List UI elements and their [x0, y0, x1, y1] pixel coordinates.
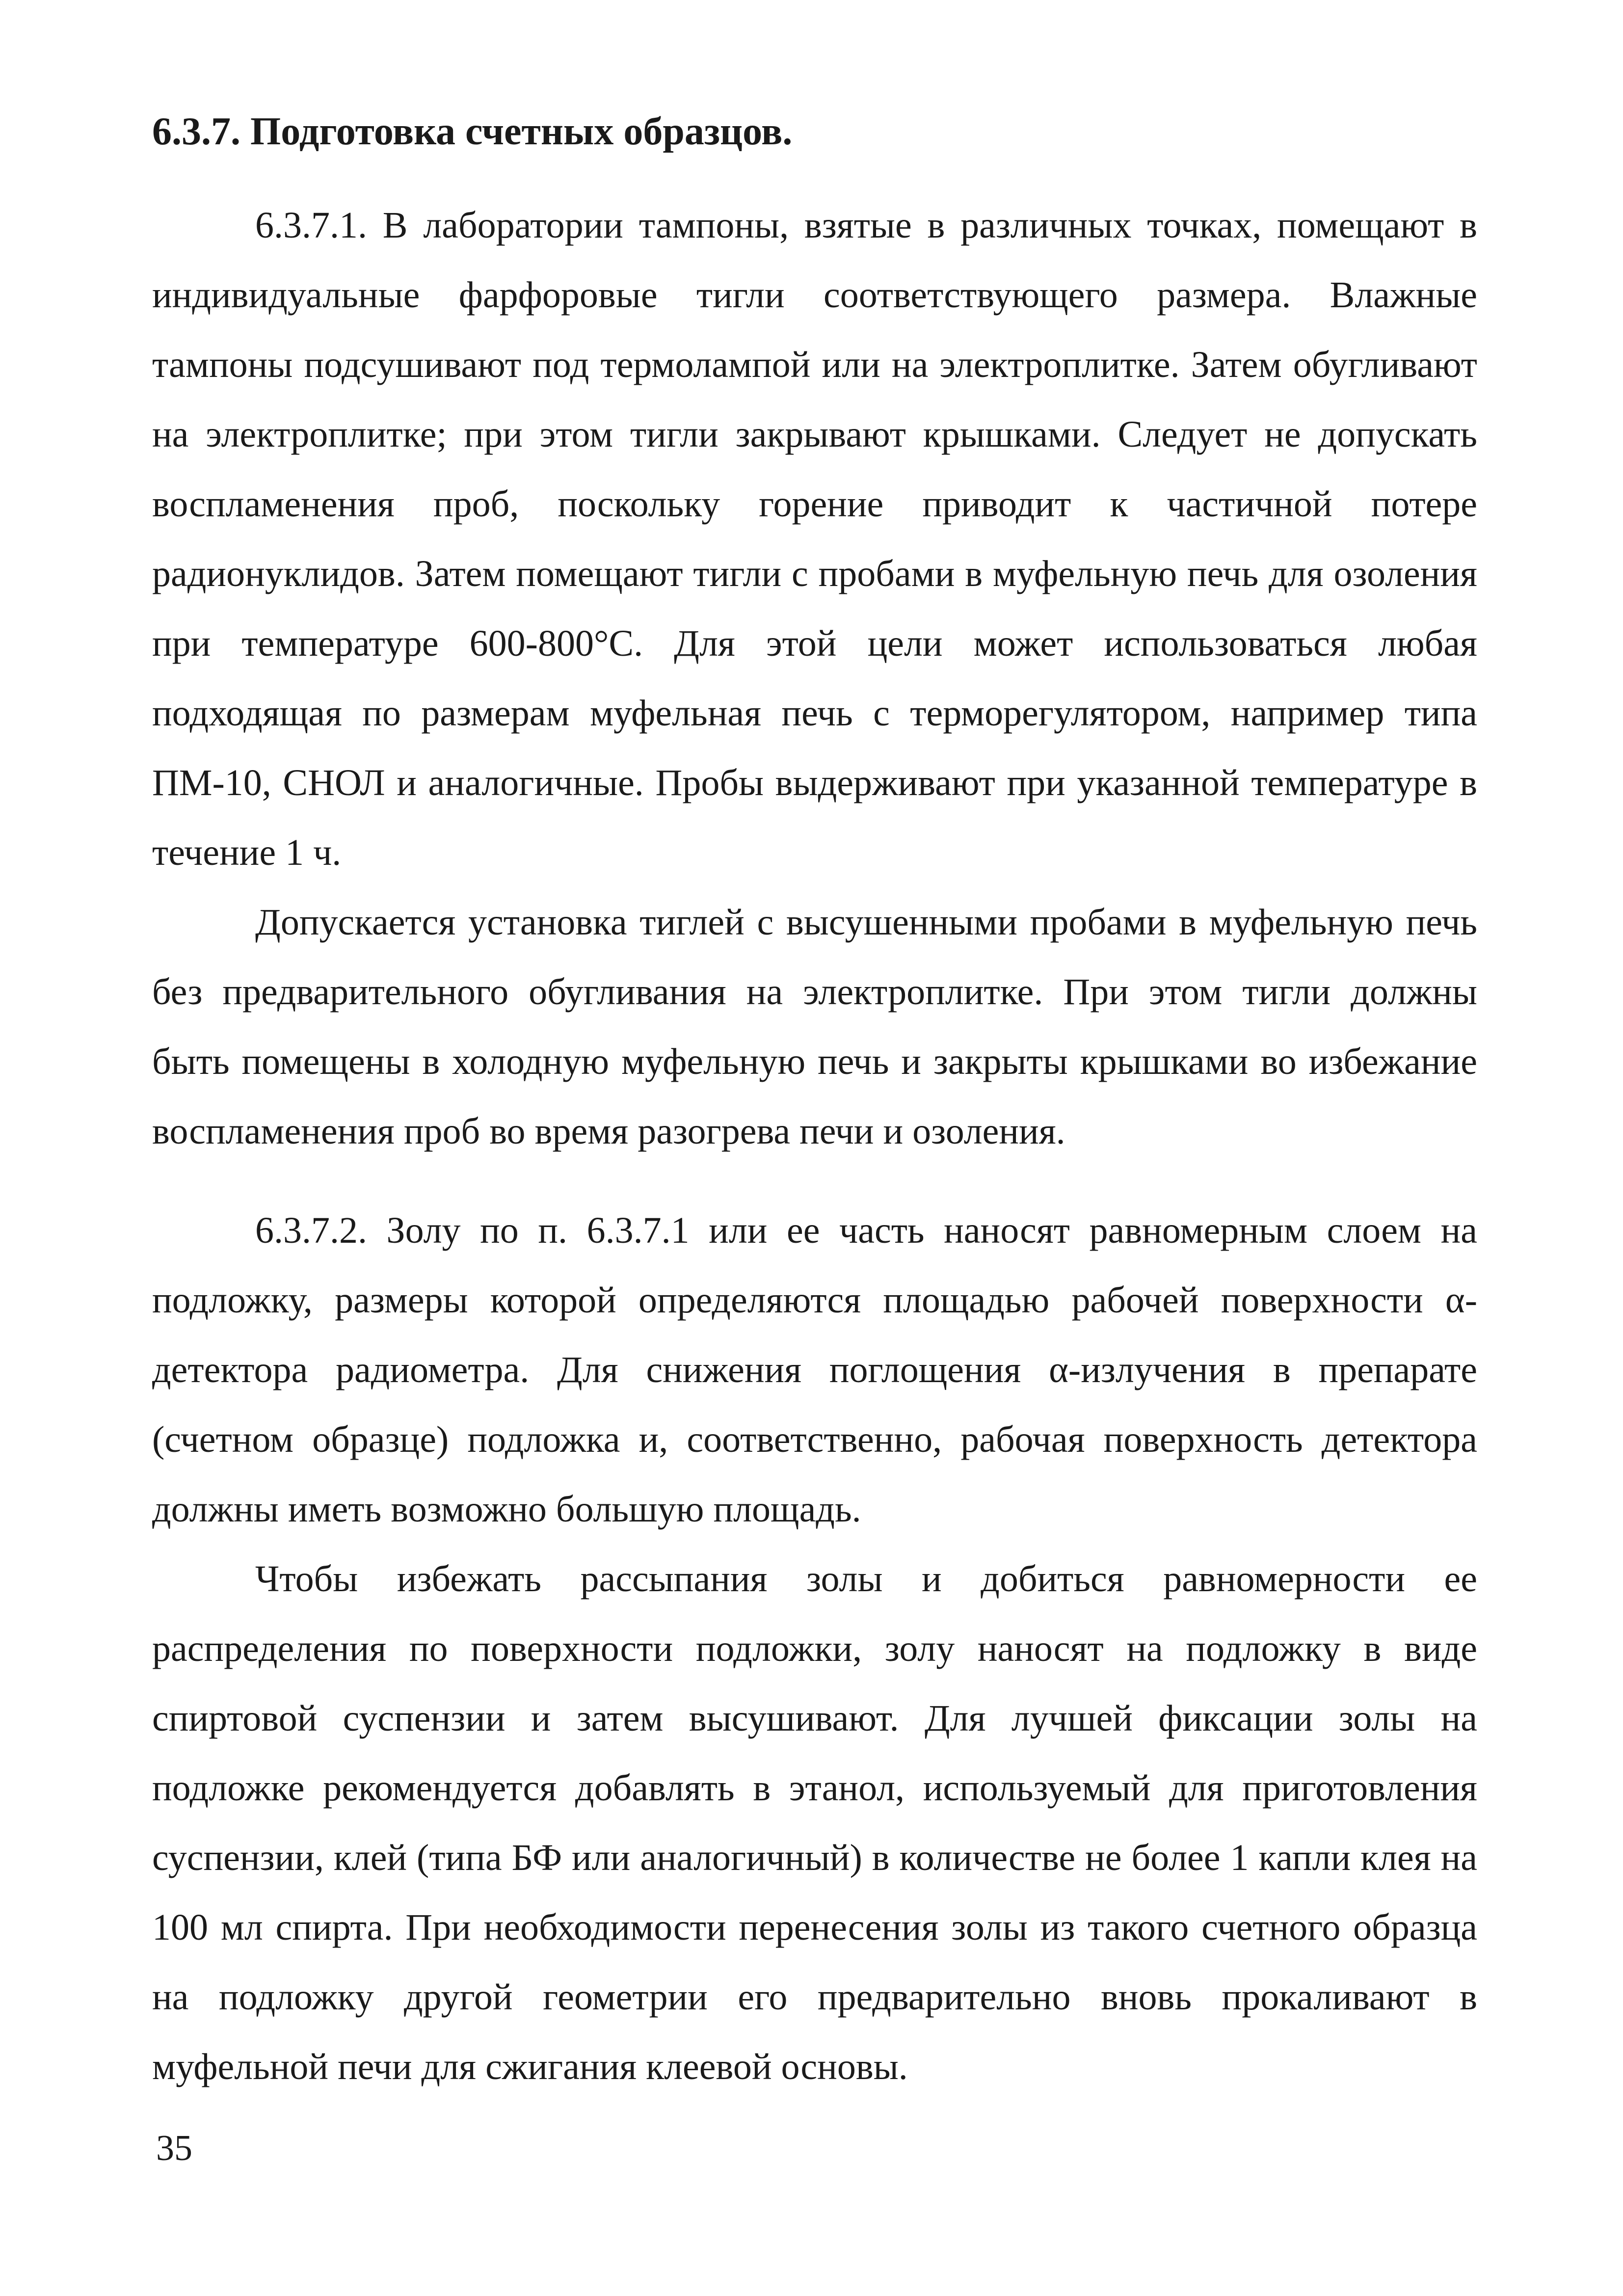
paragraph-ash-suspension: Чтобы избежать рассыпания золы и добиться равномерности ее распределения по поверхности подложки, золу наносят на подложку в виде спиртовой суспензии и затем высушивают. Для лучшей фиксации золы на подложке рекомендуется добавлять в этанол, используемый для приготовления суспензии, клей (типа БФ или аналогичный) в количестве не более 1 капли клея на 100 мл спирта. При необходимости перенесения золы из такого счетного образца на подложку другой геометрии его предварительно вновь прокаливают в муфельной печи для сжигания клеевой основы. [152, 1558, 1477, 2087]
page-number: 35 [156, 2128, 192, 2168]
paragraph-6-3-7-2: 6.3.7.2. Золу по п. 6.3.7.1 или ее часть наносят равномерным слоем на подложку, размеры которой определяются площадью рабочей поверхности α-детектора радиометра. Для снижения поглощения α-излучения в препарате (счетном образце) подложка и, соответственно, рабочая поверхность детектора должны иметь возможно большую площадь. [152, 1210, 1477, 1530]
paragraph-crucible-placement: Допускается установка тиглей с высушенными пробами в муфельную печь без предварительного обугливания на электроплитке. При этом тигли должны быть помещены в холодную муфельную печь и закрыты крышками во избежание воспламенения проб во время разогрева печи и озоления. [152, 902, 1477, 1152]
section-heading: 6.3.7. Подготовка счетных образцов. [152, 110, 793, 153]
paragraph-6-3-7-1: 6.3.7.1. В лаборатории тампоны, взятые в различных точках, помещают в индивидуальные фарфоровые тигли соответствующего размера. Влажные тампоны подсушивают под термолампой или на электроплитке. Затем обугливают на электроплитке; при этом тигли закрывают крышками. Следует не допускать воспламенения проб, поскольку горение приводит к частичной потере радионуклидов. Затем помещают тигли с пробами в муфельную печь для озоления при температуре 600-800°С. Для этой цели может использоваться любая подходящая по размерам муфельная печь с терморегулятором, например типа ПМ-10, СНОЛ и аналогичные. Пробы выдерживают при указанной температуре в течение 1 ч. [152, 205, 1477, 873]
paragraph-spacer [152, 1166, 1477, 1196]
page-content [152, 108, 1477, 2102]
